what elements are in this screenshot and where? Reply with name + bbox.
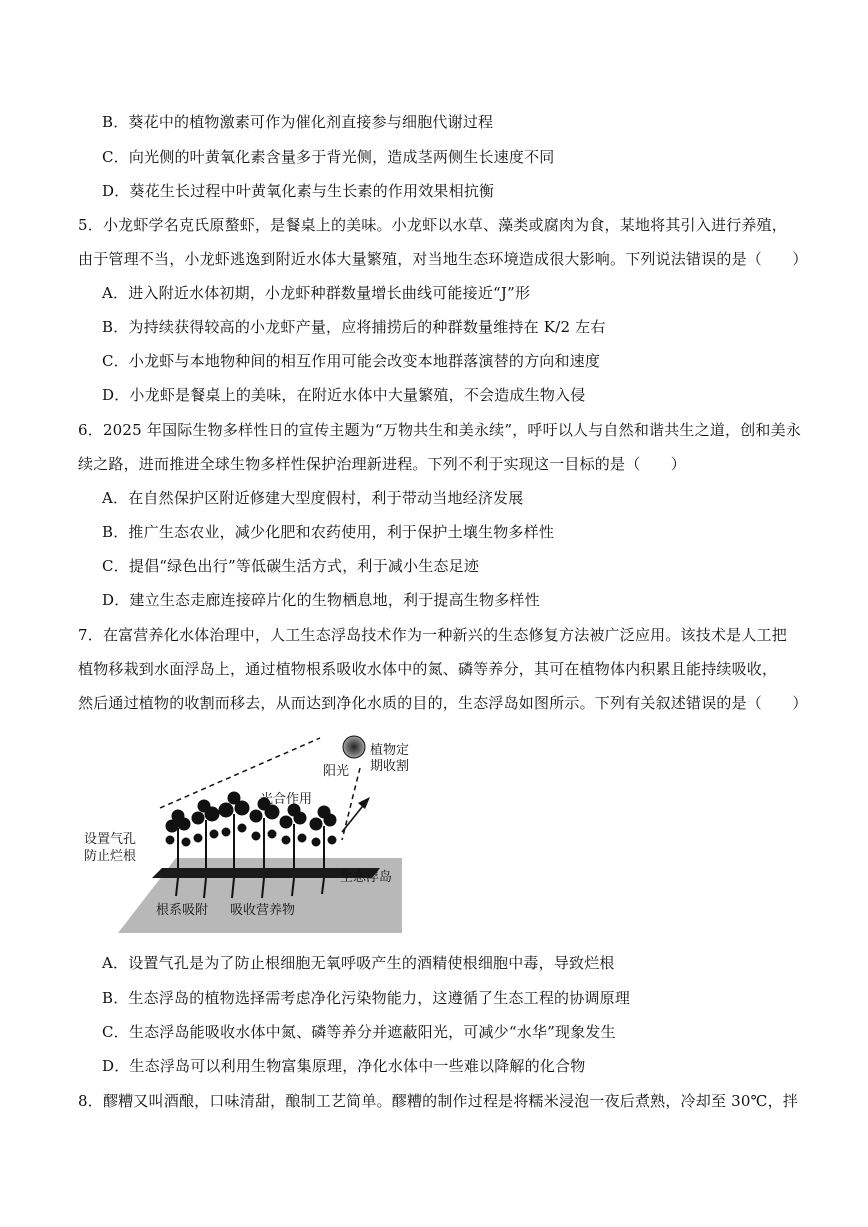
q5-option-d: D．小龙虾是餐桌上的美味，在附近水体中大量繁殖，不会造成生物入侵 — [102, 386, 586, 404]
q7-option-b: B．生态浮岛的植物选择需考虑净化污染物能力，这遵循了生态工程的协调原理 — [102, 989, 631, 1007]
q6-stem-line1: 6．2025 年国际生物多样性日的宣传主题为“万物共生和美永续”，呼吁以人与自然和谐共生之道，创和美永 — [78, 421, 802, 439]
q4-option-d: D．葵花生长过程中叶黄氧化素与生长素的作用效果相抗衡 — [102, 182, 495, 200]
q6-option-b: B．推广生态农业，减少化肥和农药使用，利于保护土壤生物多样性 — [102, 523, 555, 541]
q7-stem-line2: 植物移栽到水面浮岛上，通过植物根系吸收水体中的氮、磷等养分，其可在植物体内积累且能持续吸收， — [78, 660, 778, 678]
label-vent-line1: 设置气孔 — [84, 832, 137, 847]
plant-icon — [219, 792, 249, 868]
q7-stem-line1: 7．在富营养化水体治理中，人工生态浮岛技术作为一种新兴的生态修复方法被广泛应用。该技术是人工把 — [78, 626, 787, 644]
q7-stem-line3: 然后通过植物的收割而移去，从而达到净化水质的目的，生态浮岛如图所示。下列有关叙述错误的是（ ） — [78, 694, 808, 712]
q7-option-a: A．设置气孔是为了防止根细胞无氧呼吸产生的酒精使根细胞中毒，导致烂根 — [102, 954, 615, 972]
harvest-arrowhead-icon — [358, 797, 370, 809]
label-floating-island: 生态浮岛 — [340, 870, 393, 885]
plant-icon — [192, 800, 219, 868]
q5-stem-line2: 由于管理不当，小龙虾逃逸到附近水体大量繁殖，对当地生态环境造成很大影响。下列说法错误的是（ ） — [78, 250, 808, 268]
q4-option-b: B．葵花中的植物激素可作为催化剂直接参与细胞代谢过程 — [102, 113, 494, 131]
q7-option-d: D．生态浮岛可以利用生物富集原理，净化水体中一些难以降解的化合物 — [102, 1057, 586, 1075]
sun-icon — [343, 736, 365, 758]
q5-stem-line1: 5．小龙虾学名克氏原螯虾，是餐桌上的美味。小龙虾以水草、藻类或腐肉为食，某地将其引入进行养殖， — [78, 216, 787, 234]
floating-island-figure — [80, 728, 440, 938]
q5-option-b: B．为持续获得较高的小龙虾产量，应将捕捞后的种群数量维持在 K/2 左右 — [102, 318, 606, 336]
q7-option-c: C．生态浮岛能吸收水体中氮、磷等养分并遮蔽阳光，可减少“水华”现象发生 — [102, 1023, 616, 1041]
q6-option-d: D．建立生态走廊连接碎片化的生物栖息地，利于提高生物多样性 — [102, 591, 540, 609]
label-sun: 阳光 — [323, 764, 350, 779]
label-vent-line2: 防止烂根 — [84, 849, 137, 864]
label-photosynthesis: 光合作用 — [260, 792, 313, 807]
plant-icon — [250, 798, 279, 868]
floating-island-diagram — [80, 728, 440, 938]
q4-option-c: C．向光侧的叶黄氧化素含量多于背光侧，造成茎两侧生长速度不同 — [102, 148, 555, 166]
q6-option-c: C．提倡“绿色出行”等低碳生活方式，利于减小生态足迹 — [102, 557, 480, 575]
q5-option-c: C．小龙虾与本地物种间的相互作用可能会改变本地群落演替的方向和速度 — [102, 352, 601, 370]
q6-option-a: A．在自然保护区附近修建大型度假村，利于带动当地经济发展 — [102, 489, 524, 507]
label-harvest-line1: 植物定 — [370, 743, 410, 758]
label-harvest-line2: 期收割 — [370, 759, 410, 774]
q6-stem-line2: 续之路，进而推进全球生物多样性保护治理新进程。下列不利于实现这一目标的是（ ） — [78, 455, 687, 473]
label-root-adsorption: 根系吸附 — [156, 903, 209, 918]
q8-stem-line1: 8．醪糟又叫酒酿，口味清甜，酿制工艺简单。醪糟的制作过程是将糯米浸泡一夜后煮熟，冷却至 30℃，拌 — [78, 1092, 798, 1110]
label-nutrient-absorption: 吸收营养物 — [230, 903, 296, 918]
q5-option-a: A．进入附近水体初期，小龙虾种群数量增长曲线可能接近“J”形 — [102, 284, 531, 302]
